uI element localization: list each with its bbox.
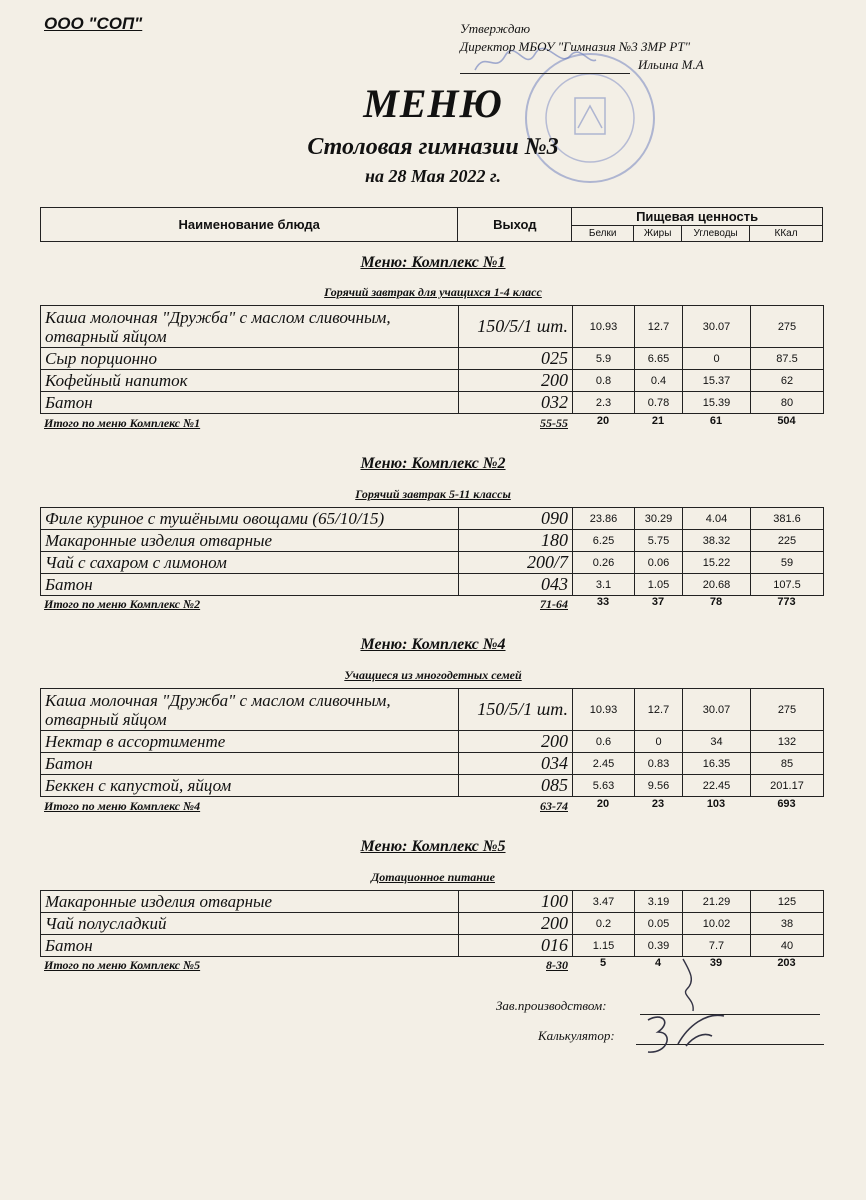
total-fat: 21 xyxy=(651,415,665,427)
dish-kcal: 40 xyxy=(751,935,824,957)
total-label: Итого по меню Комплекс №4 xyxy=(44,798,201,813)
dish-kcal: 225 xyxy=(751,530,824,552)
dish-name: Беккен с капустой, яйцом xyxy=(41,775,459,797)
section-items xyxy=(40,688,824,797)
total-protein: 20 xyxy=(596,798,610,810)
dish-kcal: 59 xyxy=(751,552,824,574)
section-total xyxy=(40,596,823,612)
dish-carbs: 7.7 xyxy=(683,935,751,957)
header-protein: Белки xyxy=(572,226,634,242)
dish-name: Батон xyxy=(41,574,459,596)
page-title: МЕНЮ xyxy=(363,81,503,126)
dish-carbs: 38.32 xyxy=(683,530,751,552)
dish-fat: 0 xyxy=(635,731,683,753)
dish-name: Макаронные изделия отварные xyxy=(41,530,459,552)
dish-protein: 6.25 xyxy=(573,530,635,552)
section-items xyxy=(40,305,824,414)
total-kcal: 773 xyxy=(777,596,796,608)
dish-output: 200/7 xyxy=(459,552,573,574)
dish-fat: 0.4 xyxy=(635,370,683,392)
dish-carbs: 34 xyxy=(683,731,751,753)
total-kcal: 504 xyxy=(777,415,796,427)
dish-output: 100 xyxy=(459,891,573,913)
approval-block xyxy=(460,20,704,74)
section-subtitle: Горячий завтрак 5-11 классы xyxy=(355,487,511,501)
dish-name: Батон xyxy=(41,935,459,957)
approval-signature-line xyxy=(460,59,630,74)
table-row xyxy=(41,775,824,797)
dish-fat: 12.7 xyxy=(635,689,683,731)
dish-output: 180 xyxy=(459,530,573,552)
table-row xyxy=(41,306,824,348)
section-total xyxy=(40,957,823,973)
approval-name: Ильина М.А xyxy=(638,57,704,72)
dish-protein: 0.2 xyxy=(573,913,635,935)
table-row xyxy=(41,348,824,370)
approval-signature-row xyxy=(460,56,704,74)
total-label: Итого по меню Комплекс №2 xyxy=(44,596,201,611)
section-title: Меню: Комплекс №2 xyxy=(360,455,506,472)
header-kcal: ККал xyxy=(750,226,823,242)
section-subtitle: Горячий завтрак для учащихся 1-4 класс xyxy=(324,285,542,299)
dish-output: 150/5/1 шт. xyxy=(459,689,573,731)
approval-word: Утверждаю xyxy=(460,21,531,36)
total-protein: 20 xyxy=(596,415,610,427)
total-fat: 37 xyxy=(651,596,665,608)
dish-kcal: 275 xyxy=(751,306,824,348)
dish-output: 025 xyxy=(459,348,573,370)
dish-kcal: 38 xyxy=(751,913,824,935)
dish-name: Чай с сахаром с лимоном xyxy=(41,552,459,574)
dish-name: Кофейный напиток xyxy=(41,370,459,392)
dish-name: Сыр порционно xyxy=(41,348,459,370)
dish-carbs: 10.02 xyxy=(683,913,751,935)
dish-fat: 30.29 xyxy=(635,508,683,530)
dish-carbs: 21.29 xyxy=(683,891,751,913)
dish-protein: 2.3 xyxy=(573,392,635,414)
company-name: ООО "СОП" xyxy=(44,14,143,33)
dish-output: 090 xyxy=(459,508,573,530)
dish-kcal: 107.5 xyxy=(751,574,824,596)
table-row xyxy=(41,731,824,753)
dish-kcal: 201.17 xyxy=(751,775,824,797)
dish-fat: 9.56 xyxy=(635,775,683,797)
dish-fat: 0.39 xyxy=(635,935,683,957)
dish-protein: 10.93 xyxy=(573,306,635,348)
total-kcal: 693 xyxy=(777,798,796,810)
dish-protein: 0.26 xyxy=(573,552,635,574)
production-head-label: Зав.производством: xyxy=(496,998,607,1013)
dish-fat: 12.7 xyxy=(635,306,683,348)
section-title: Меню: Комплекс №4 xyxy=(360,636,506,653)
dish-fat: 5.75 xyxy=(635,530,683,552)
table-row xyxy=(41,689,824,731)
total-carbs: 39 xyxy=(709,957,723,969)
dish-name: Филе куриное с тушёными овощами (65/10/15) xyxy=(41,508,459,530)
menu-date: на 28 Мая 2022 г. xyxy=(365,166,501,186)
section-items xyxy=(40,890,824,957)
table-row xyxy=(41,574,824,596)
dish-carbs: 30.07 xyxy=(683,306,751,348)
dish-protein: 5.9 xyxy=(573,348,635,370)
dish-carbs: 15.37 xyxy=(683,370,751,392)
section-total xyxy=(40,798,823,814)
total-label: Итого по меню Комплекс №5 xyxy=(44,957,201,972)
dish-carbs: 15.39 xyxy=(683,392,751,414)
dish-fat: 0.05 xyxy=(635,913,683,935)
table-row xyxy=(41,530,824,552)
calculator-label: Калькулятор: xyxy=(538,1028,615,1043)
total-kcal: 203 xyxy=(777,957,796,969)
dish-name: Макаронные изделия отварные xyxy=(41,891,459,913)
dish-protein: 0.6 xyxy=(573,731,635,753)
total-carbs: 61 xyxy=(709,415,723,427)
dish-kcal: 85 xyxy=(751,753,824,775)
dish-output: 032 xyxy=(459,392,573,414)
dish-fat: 0.78 xyxy=(635,392,683,414)
dish-kcal: 132 xyxy=(751,731,824,753)
dish-kcal: 62 xyxy=(751,370,824,392)
dish-protein: 5.63 xyxy=(573,775,635,797)
approval-position: Директор МБОУ "Гимназия №3 ЗМР РТ" xyxy=(460,39,691,54)
dish-name: Каша молочная "Дружба" с маслом сливочным, отварный яйцом xyxy=(41,689,459,731)
dish-fat: 0.06 xyxy=(635,552,683,574)
section-subtitle: Дотационное питание xyxy=(371,870,495,884)
dish-fat: 3.19 xyxy=(635,891,683,913)
table-row xyxy=(41,753,824,775)
dish-protein: 0.8 xyxy=(573,370,635,392)
dish-output: 085 xyxy=(459,775,573,797)
total-fat: 23 xyxy=(651,798,665,810)
dish-name: Чай полусладкий xyxy=(41,913,459,935)
dish-kcal: 80 xyxy=(751,392,824,414)
total-fat: 4 xyxy=(654,957,662,969)
dish-output: 150/5/1 шт. xyxy=(459,306,573,348)
dish-carbs: 16.35 xyxy=(683,753,751,775)
dish-carbs: 4.04 xyxy=(683,508,751,530)
dish-carbs: 30.07 xyxy=(683,689,751,731)
dish-output: 200 xyxy=(459,370,573,392)
dish-protein: 10.93 xyxy=(573,689,635,731)
total-carbs: 78 xyxy=(709,596,723,608)
total-output: 55-55 xyxy=(540,415,568,430)
dish-protein: 3.1 xyxy=(573,574,635,596)
table-row xyxy=(41,935,824,957)
page-subtitle: Столовая гимназии №3 xyxy=(307,134,559,160)
total-protein: 33 xyxy=(596,596,610,608)
dish-protein: 23.86 xyxy=(573,508,635,530)
dish-name: Батон xyxy=(41,392,459,414)
total-output: 63-74 xyxy=(540,798,568,813)
dish-output: 034 xyxy=(459,753,573,775)
dish-kcal: 275 xyxy=(751,689,824,731)
section-subtitle: Учащиеся из многодетных семей xyxy=(344,668,522,682)
dish-kcal: 125 xyxy=(751,891,824,913)
total-output: 71-64 xyxy=(540,596,568,611)
dish-carbs: 15.22 xyxy=(683,552,751,574)
dish-kcal: 381.6 xyxy=(751,508,824,530)
dish-fat: 0.83 xyxy=(635,753,683,775)
table-row xyxy=(41,552,824,574)
dish-output: 200 xyxy=(459,913,573,935)
dish-name: Нектар в ассортименте xyxy=(41,731,459,753)
table-row xyxy=(41,392,824,414)
dish-output: 043 xyxy=(459,574,573,596)
table-row xyxy=(41,913,824,935)
total-protein: 5 xyxy=(599,957,607,969)
header-fat: Жиры xyxy=(634,226,682,242)
section-title: Меню: Комплекс №1 xyxy=(360,254,506,271)
dish-name: Батон xyxy=(41,753,459,775)
total-carbs: 103 xyxy=(706,798,726,810)
dish-protein: 1.15 xyxy=(573,935,635,957)
dish-carbs: 20.68 xyxy=(683,574,751,596)
table-row xyxy=(41,891,824,913)
column-header xyxy=(40,207,823,242)
dish-carbs: 0 xyxy=(683,348,751,370)
dish-output: 016 xyxy=(459,935,573,957)
dish-protein: 3.47 xyxy=(573,891,635,913)
dish-fat: 1.05 xyxy=(635,574,683,596)
dish-output: 200 xyxy=(459,731,573,753)
header-output: Выход xyxy=(458,208,572,242)
section-title: Меню: Комплекс №5 xyxy=(360,838,506,855)
dish-fat: 6.65 xyxy=(635,348,683,370)
header-carbs: Углеводы xyxy=(682,226,750,242)
dish-protein: 2.45 xyxy=(573,753,635,775)
dish-kcal: 87.5 xyxy=(751,348,824,370)
total-output: 8-30 xyxy=(546,957,568,972)
section-items xyxy=(40,507,824,596)
calculator-signature xyxy=(628,1006,728,1066)
total-label: Итого по меню Комплекс №1 xyxy=(44,415,201,430)
dish-name: Каша молочная "Дружба" с маслом сливочным, отварный яйцом xyxy=(41,306,459,348)
table-row xyxy=(41,508,824,530)
dish-carbs: 22.45 xyxy=(683,775,751,797)
section-total xyxy=(40,415,823,431)
header-dish-name: Наименование блюда xyxy=(41,208,458,242)
table-row xyxy=(41,370,824,392)
header-nutrition: Пищевая ценность xyxy=(572,208,823,226)
